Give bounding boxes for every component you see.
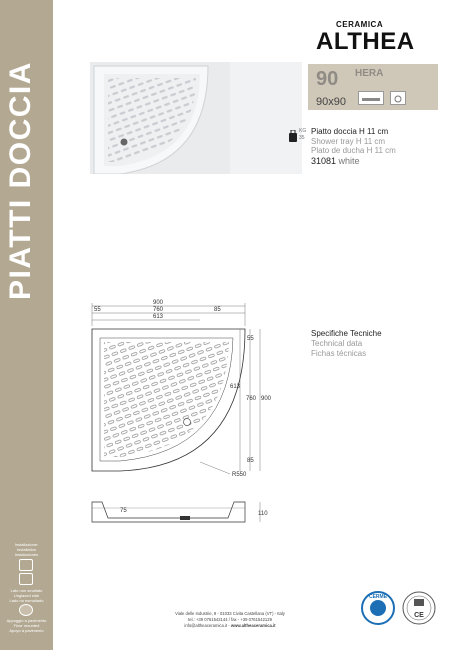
product-finish: white xyxy=(338,156,360,166)
ce-cert-icon xyxy=(401,590,437,626)
product-size: 90x90 xyxy=(316,96,346,108)
desc-english: Shower tray H 11 cm xyxy=(311,137,386,146)
product-code-line xyxy=(311,156,360,166)
product-photo xyxy=(90,62,302,174)
specs-english: Technical data xyxy=(311,339,363,348)
dim-75: 75 xyxy=(120,508,127,514)
product-header xyxy=(308,64,438,110)
dim-55-top: 55 xyxy=(94,307,101,313)
category-title: PIATTI DOCCIA xyxy=(4,61,37,300)
shower-tray-photo xyxy=(90,62,302,174)
dim-55-side: 55 xyxy=(247,336,254,342)
drain-icon xyxy=(390,91,406,105)
dim-110: 110 xyxy=(258,511,268,517)
dim-85-side: 85 xyxy=(247,458,254,464)
dim-613-side: 613 xyxy=(230,384,241,390)
dim-613-top: 613 xyxy=(153,314,164,320)
website-link[interactable]: www.altheaceramica.it xyxy=(230,623,276,628)
specs-italian: Specifiche Tecniche xyxy=(311,329,382,338)
glaze-icon xyxy=(19,604,33,616)
dim-760-top: 760 xyxy=(153,307,164,313)
dim-85-top: 85 xyxy=(214,307,221,313)
dim-900-top: 900 xyxy=(153,300,164,306)
weight-unit: KG xyxy=(299,128,307,134)
brand-small: CERAMICA xyxy=(336,20,384,29)
brand-logo: ALTHEA xyxy=(316,28,415,55)
tray-icon xyxy=(358,91,384,105)
install-info: Installazione: Installation Instalaciones xyxy=(14,542,39,557)
dim-760-side: 760 xyxy=(246,396,257,402)
product-name: HERA xyxy=(355,68,384,79)
support-info: Appoggio a pavimento Floor mounted Apoyo a pavimento xyxy=(6,618,47,633)
svg-text:CE: CE xyxy=(414,612,424,619)
product-code: 31081 xyxy=(311,156,337,166)
technical-drawing xyxy=(80,296,300,536)
product-number: 90 xyxy=(316,68,339,90)
dim-radius: R550 xyxy=(232,472,247,478)
weight-value: 35 xyxy=(299,135,305,141)
limits-info: Lato non smaltato Unglazed side Lado no esmaltado xyxy=(9,588,44,603)
wall-icon xyxy=(19,573,33,585)
svg-text:CERME: CERME xyxy=(368,594,388,600)
footer-address: Viale delle Industrie, 9 - 01033 Civita Castellana (VT) - Italy tel.: +39 0761542144 / fax - +39 0761542129 info@altheaceramica.it - www.altheaceramica.it xyxy=(175,611,285,628)
desc-spanish: Plato de ducha H 11 cm xyxy=(311,146,396,155)
cerme-cert-icon xyxy=(360,590,396,626)
sidebar xyxy=(0,0,53,650)
specs-spanish: Fichas técnicas xyxy=(311,349,367,358)
dim-900-side: 900 xyxy=(261,396,272,402)
desc-italian: Piatto doccia H 11 cm xyxy=(311,127,389,136)
weight-icon xyxy=(288,126,306,146)
install-icon xyxy=(19,559,33,571)
